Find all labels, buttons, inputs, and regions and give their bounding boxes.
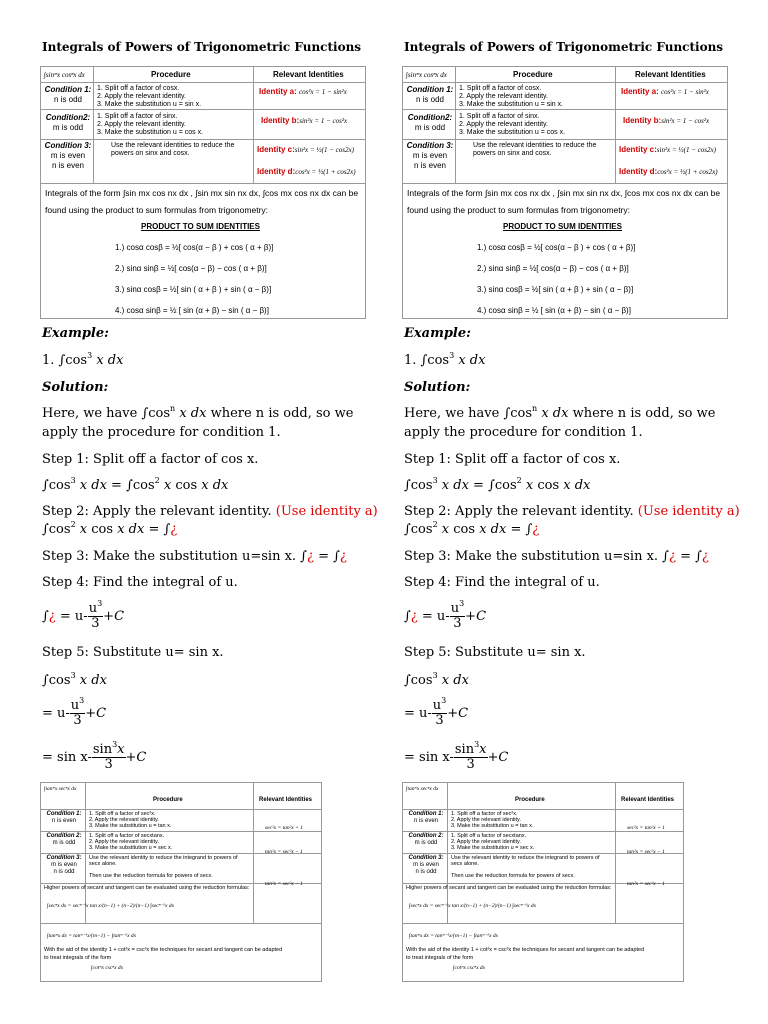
product-to-sum-intro: Integrals of the form ∫sin mx cos nx dx , ∫sin mx sin nx dx, ∫cos mx cos nx dx can be found using the product to sum formulas from trigonometry:	[45, 188, 359, 215]
t2-identity-3: tan²x = sec²x − 1	[627, 881, 665, 887]
table-corner: ∫sinᵐx cosⁿx dx	[406, 71, 447, 79]
identity-d: Identity d:cos²x = ½(1 + cos2x)	[257, 167, 356, 176]
identity-d: Identity d:cos²x = ½(1 + cos2x)	[619, 167, 718, 176]
condition-1-label: Condition 1:	[406, 85, 454, 94]
pts-title: PRODUCT TO SUM IDENTITIES	[141, 222, 260, 231]
table2-identities-header: Relevant Identities	[259, 797, 313, 803]
identity-b: Identity b:sin²x = 1 − cos²x	[623, 116, 710, 125]
result-u: = u- $\frac{u^3}{3}$ +C	[42, 696, 107, 728]
tan-sec-table: ∫tanᵐx secⁿx dx Procedure Relevant Identities Condition 1: n is even 1. Split off a factor of sec²x. 2. Apply the relevant identity. 3. Make the substitution u = tan x. Condition 2: m is odd 1. Split off a factor of secxtanx. 2. Apply the relevant identity. 3. Make the substitution u = sec x. Condition 3: m is even n is odd Use the relevant identity to reduce the integrand to powers of secx alone. Then use the reduction formula for powers of secx. sec²x = tan²x + 1 tan²x = sec²x − 1 tan²x = sec²x − 1 Higher powers of secant and tangent can be evaluated using the reduction formulas: ∫secⁿx dx = secⁿ⁻²x tan x/(n−1) + (n−2)/(n−1) ∫secⁿ⁻²x dx ∫tanᵐx dx = tanᵐ⁻¹x/(m−1) − ∫tanᵐ⁻²x dx With the aid of the identity 1 + cot²x = csc²x the techniques for secant and tangent can be adapted to treat integrals of the form ∫cotᵐx cscⁿx dx	[40, 782, 322, 982]
condition-1-steps: 1. Split off a factor of cosx. 2. Apply the relevant identity. 3. Make the substitution u = sin x.	[459, 85, 564, 108]
condition-1-sub: n is odd	[53, 95, 83, 104]
table-corner: ∫sinᵐx cosⁿx dx	[44, 71, 85, 79]
example-1: 1. $\int\cos^3$ x dx	[42, 351, 124, 368]
step-1-eq: $\int\cos^3$ x dx = $\int\cos^2$ x cos x dx	[42, 476, 229, 493]
tan-sec-table-dup: ∫tanᵐx secⁿx dx Procedure Relevant Identities Condition 1: n is even 1. Split off a factor of sec²x. 2. Apply the relevant identity. 3. Make the substitution u = tan x. Condition 2: m is odd 1. Split off a factor of secxtanx. 2. Apply the relevant identity. 3. Make the substitution u = sec x. Condition 3: m is even n is odd Use the relevant identity to reduce the integrand to powers of secx alone. Then use the reduction formula for powers of secx. sec²x = tan²x + 1 tan²x = sec²x − 1 tan²x = sec²x − 1 Higher powers of secant and tangent can be evaluated using the reduction formulas: ∫secⁿx dx = secⁿ⁻²x tan x/(n−1) + (n−2)/(n−1) ∫secⁿ⁻²x dx ∫tanᵐx dx = tanᵐ⁻¹x/(m−1) − ∫tanᵐ⁻²x dx With the aid of the identity 1 + cot²x = csc²x the techniques for secant and tangent can be adapted to treat integrals of the form ∫cotᵐx cscⁿx dx	[402, 782, 684, 982]
formula-1: 1.) cosα cosβ = ½[ cos(α − β ) + cos ( α + β)]	[115, 243, 274, 252]
identities-header: Relevant Identities	[273, 70, 344, 79]
table2-corner: ∫tanᵐx secⁿx dx	[44, 786, 77, 792]
here-line: Here, we have $\int\cos^n$ x dx where n is odd, so we	[42, 404, 354, 421]
step-5-eq: $\int\cos^3$ x dx	[42, 671, 107, 688]
step-5: Step 5: Substitute u= sin x.	[404, 645, 586, 660]
step-1-eq: $\int\cos^3$ x dx = $\int\cos^2$ x cos x dx	[404, 476, 591, 493]
condition-3-label: Condition 3:	[44, 141, 92, 150]
example-label: Example:	[42, 326, 109, 341]
cot-text-2: to treat integrals of the form	[44, 955, 112, 961]
t2-identity-2: tan²x = sec²x − 1	[627, 849, 665, 855]
t2-identity-1: sec²x = tan²x + 1	[265, 825, 303, 831]
result-sin: = sin x- $\frac{\sin^3x}{3}$ +C	[42, 740, 147, 772]
right-column	[404, 0, 740, 1024]
condition-3-sub2: n is even	[51, 161, 85, 170]
step-3: Step 3: Make the substitution u=sin x. ∫¿ = ∫¿	[42, 549, 347, 564]
step-4: Step 4: Find the integral of u.	[42, 575, 238, 590]
condition-1-label: Condition 1:	[44, 85, 92, 94]
condition-3-steps: Use the relevant identities to reduce the powers on sinx and cosx.	[473, 142, 597, 157]
reduction-text: Higher powers of secant and tangent can be evaluated using the reduction formulas:	[406, 885, 612, 891]
here-line-2: apply the procedure for condition 1.	[42, 425, 281, 440]
formula-1: 1.) cosα cosβ = ½[ cos(α − β ) + cos ( α + β)]	[477, 243, 636, 252]
identity-c: Identity c:sin²x = ½(1 − cos2x)	[619, 145, 716, 154]
t2-cond2-steps: 1. Split off a factor of secxtanx. 2. Apply the relevant identity. 3. Make the substitution u = sec x.	[89, 833, 173, 851]
condition-2-sub: m is odd	[414, 123, 446, 132]
step-2-eq: $\int\cos^2$ x cos x dx = ∫¿	[42, 520, 178, 537]
step-3: Step 3: Make the substitution u=sin x. ∫¿ = ∫¿	[404, 549, 709, 564]
formula-4: 4.) cosα sinβ = ½ [ sin (α + β) − sin ( α − β)]	[477, 306, 631, 315]
condition-2-sub: m is odd	[52, 123, 84, 132]
cot-text-1: With the aid of the identity 1 + cot²x = csc²x the techniques for secant and tangent can be adapted	[406, 947, 645, 953]
condition-3-sub: m is even	[50, 151, 86, 160]
identity-b: Identity b:sin²x = 1 − cos²x	[261, 116, 348, 125]
procedure-header: Procedure	[151, 70, 191, 79]
step-2: Step 2: Apply the relevant identity. (Use identity a)	[404, 504, 740, 519]
procedure-header: Procedure	[513, 70, 553, 79]
t2-identity-2: tan²x = sec²x − 1	[265, 849, 303, 855]
cot-form: ∫cotᵐx cscⁿx dx	[91, 965, 124, 971]
formula-3: 3.) sinα cosβ = ½[ sin ( α + β ) + sin ( α − β)]	[477, 285, 634, 294]
identities-header: Relevant Identities	[635, 70, 706, 79]
condition-3-sub: m is even	[412, 151, 448, 160]
left-column	[42, 0, 378, 1024]
condition-2-label: Condition2:	[45, 113, 91, 122]
page-title: Integrals of Powers of Trigonometric Functions	[42, 40, 362, 54]
here-line-2: apply the procedure for condition 1.	[404, 425, 643, 440]
step-5: Step 5: Substitute u= sin x.	[42, 645, 224, 660]
condition-2-label: Condition2:	[407, 113, 453, 122]
solution-label: Solution:	[404, 380, 471, 395]
t2-cond3-steps: Use the relevant identity to reduce the integrand to powers of secx alone. Then use the reduction formula for powers of secx.	[451, 855, 600, 879]
t2-identity-3: tan²x = sec²x − 1	[265, 881, 303, 887]
solution-label: Solution:	[42, 380, 109, 395]
table2-procedure-header: Procedure	[515, 797, 545, 803]
result-u: = u- $\frac{u^3}{3}$ +C	[404, 696, 469, 728]
step-5-eq: $\int\cos^3$ x dx	[404, 671, 469, 688]
t2-cond2-steps: 1. Split off a factor of secxtanx. 2. Apply the relevant identity. 3. Make the substitution u = sec x.	[451, 833, 535, 851]
pts-title: PRODUCT TO SUM IDENTITIES	[503, 222, 622, 231]
here-line: Here, we have $\int\cos^n$ x dx where n is odd, so we	[404, 404, 716, 421]
step-1: Step 1: Split off a factor of cos x.	[42, 452, 259, 467]
identity-a: Identity a: cos²x = 1 − sin²x	[621, 87, 709, 96]
page-title-dup: Integrals of Powers of Trigonometric Functions	[404, 40, 724, 54]
sin-cos-table	[40, 66, 366, 319]
condition-3-label: Condition 3:	[406, 141, 454, 150]
condition-3-steps: Use the relevant identities to reduce the powers on sinx and cosx.	[111, 142, 235, 157]
formula-3: 3.) sinα cosβ = ½[ sin ( α + β ) + sin ( α − β)]	[115, 285, 272, 294]
result-sin: = sin x- $\frac{\sin^3x}{3}$ +C	[404, 740, 509, 772]
step-4: Step 4: Find the integral of u.	[404, 575, 600, 590]
t2-cond1-steps: 1. Split off a factor of sec²x. 2. Apply the relevant identity. 3. Make the substitution u = tan x.	[451, 811, 534, 829]
example-label: Example:	[404, 326, 471, 341]
product-to-sum-intro: Integrals of the form ∫sin mx cos nx dx , ∫sin mx sin nx dx, ∫cos mx cos nx dx can be found using the product to sum formulas from trigonometry:	[407, 188, 721, 215]
cot-text-2: to treat integrals of the form	[406, 955, 474, 961]
step-2: Step 2: Apply the relevant identity. (Use identity a)	[42, 504, 378, 519]
cot-form: ∫cotᵐx cscⁿx dx	[453, 965, 486, 971]
condition-3-sub2: n is even	[413, 161, 447, 170]
reduction-sec: ∫secⁿx dx = secⁿ⁻²x tan x/(n−1) + (n−2)/(n−1) ∫secⁿ⁻²x dx	[47, 903, 175, 909]
t2-identity-1: sec²x = tan²x + 1	[627, 825, 665, 831]
cot-text-1: With the aid of the identity 1 + cot²x = csc²x the techniques for secant and tangent can be adapted	[44, 947, 283, 953]
step-4-eq: ∫¿ = u- $\frac{u^3}{3}$ +C	[404, 599, 487, 631]
reduction-tan: ∫tanᵐx dx = tanᵐ⁻¹x/(m−1) − ∫tanᵐ⁻²x dx	[409, 933, 499, 939]
t2-cond3-steps: Use the relevant identity to reduce the integrand to powers of secx alone. Then use the reduction formula for powers of secx.	[89, 855, 238, 879]
table2-procedure-header: Procedure	[153, 797, 183, 803]
identity-a: Identity a: cos²x = 1 − sin²x	[259, 87, 347, 96]
step-2-eq: $\int\cos^2$ x cos x dx = ∫¿	[404, 520, 540, 537]
step-1: Step 1: Split off a factor of cos x.	[404, 452, 621, 467]
reduction-tan: ∫tanᵐx dx = tanᵐ⁻¹x/(m−1) − ∫tanᵐ⁻²x dx	[47, 933, 137, 939]
formula-2: 2.) sinα sinβ = ½[ cos(α − β) − cos ( α + β)]	[115, 264, 267, 273]
sin-cos-table-dup	[402, 66, 728, 319]
t2-cond1-steps: 1. Split off a factor of sec²x. 2. Apply the relevant identity. 3. Make the substitution u = tan x.	[89, 811, 172, 829]
condition-1-steps: 1. Split off a factor of cosx. 2. Apply the relevant identity. 3. Make the substitution u = sin x.	[97, 85, 202, 108]
condition-1-sub: n is odd	[415, 95, 445, 104]
condition-2-steps: 1. Split off a factor of sinx. 2. Apply the relevant identity. 3. Make the substitution u = cos x.	[459, 113, 566, 136]
condition-2-steps: 1. Split off a factor of sinx. 2. Apply the relevant identity. 3. Make the substitution u = cos x.	[97, 113, 204, 136]
step-4-eq: ∫¿ = u- $\frac{u^3}{3}$ +C	[42, 599, 125, 631]
formula-2: 2.) sinα sinβ = ½[ cos(α − β) − cos ( α + β)]	[477, 264, 629, 273]
formula-4: 4.) cosα sinβ = ½ [ sin (α + β) − sin ( α − β)]	[115, 306, 269, 315]
table2-identities-header: Relevant Identities	[621, 797, 675, 803]
example-1: 1. $\int\cos^3$ x dx	[404, 351, 486, 368]
reduction-text: Higher powers of secant and tangent can be evaluated using the reduction formulas:	[44, 885, 250, 891]
table2-corner: ∫tanᵐx secⁿx dx	[406, 786, 439, 792]
identity-c: Identity c:sin²x = ½(1 − cos2x)	[257, 145, 354, 154]
reduction-sec: ∫secⁿx dx = secⁿ⁻²x tan x/(n−1) + (n−2)/(n−1) ∫secⁿ⁻²x dx	[409, 903, 537, 909]
